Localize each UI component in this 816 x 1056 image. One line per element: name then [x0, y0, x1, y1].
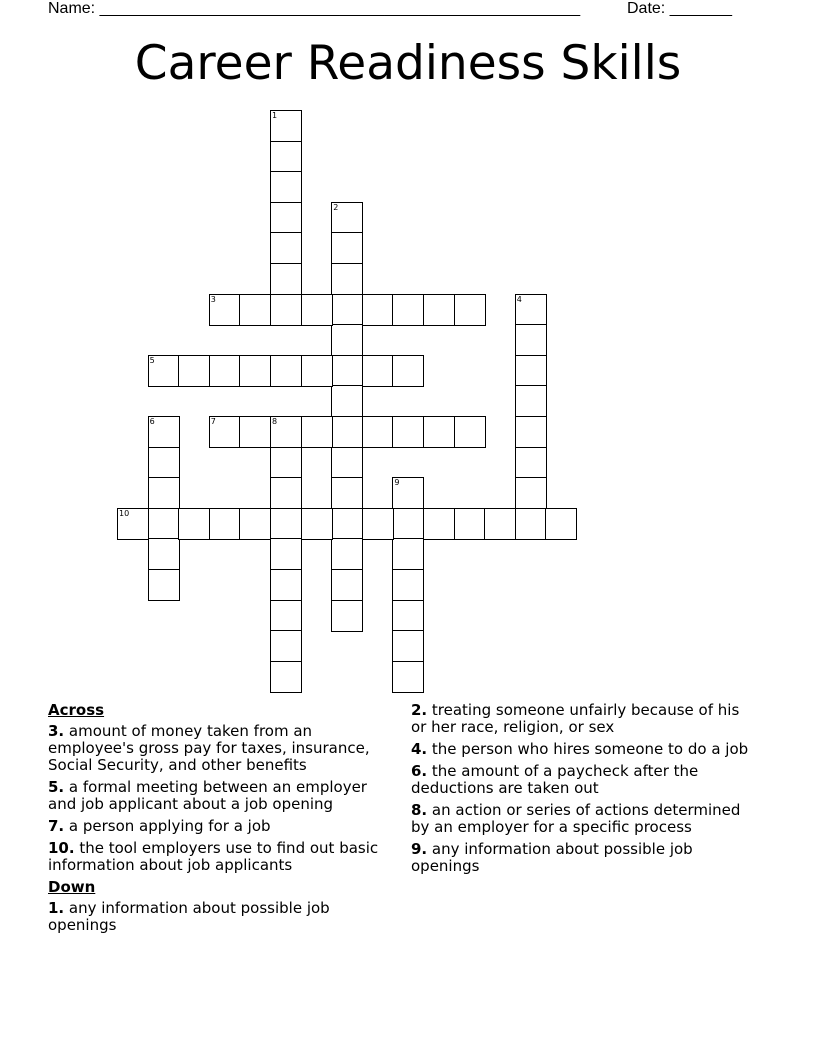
down-heading: Down — [48, 878, 96, 896]
clue-item — [411, 702, 751, 736]
clue-item-text: an action or series of actions determined by an employer for a specific process — [411, 801, 741, 836]
clue-item-number: 2. — [411, 701, 428, 719]
grid-cell[interactable] — [301, 294, 333, 326]
grid-cell[interactable] — [270, 416, 302, 448]
down-clue-list-continued — [411, 702, 751, 875]
grid-cell[interactable] — [270, 141, 302, 173]
clue-item — [411, 841, 751, 875]
clues-right-column — [411, 702, 751, 880]
clue-number: 7 — [210, 417, 216, 426]
grid-cell[interactable] — [515, 294, 547, 326]
grid-cell[interactable] — [331, 416, 363, 448]
clue-item-text: the person who hires someone to do a job — [427, 740, 749, 758]
grid-cell[interactable] — [392, 355, 424, 387]
clue-number: 6 — [149, 417, 155, 426]
grid-cell[interactable] — [148, 355, 180, 387]
clue-number: 9 — [394, 478, 400, 488]
grid-cell[interactable] — [270, 600, 302, 632]
clues-left-column — [48, 702, 398, 939]
grid-cell[interactable] — [362, 355, 394, 387]
across-heading: Across — [48, 701, 105, 719]
grid-cell[interactable] — [239, 355, 271, 387]
grid-cell[interactable] — [239, 508, 271, 540]
grid-cell[interactable] — [515, 385, 547, 417]
grid-cell[interactable] — [331, 508, 363, 540]
grid-cell[interactable] — [270, 263, 302, 295]
date-field-label: Date: _______ — [627, 0, 732, 17]
grid-cell[interactable] — [270, 661, 302, 693]
clue-number: 8 — [272, 417, 278, 426]
clue-item — [48, 900, 398, 934]
grid-cell[interactable] — [515, 324, 547, 356]
grid-cell[interactable] — [270, 538, 302, 570]
clue-item — [48, 818, 398, 835]
clue-item-number: 1. — [48, 899, 65, 917]
grid-cell[interactable] — [331, 447, 363, 479]
clue-item-number: 3. — [48, 722, 65, 740]
grid-cell[interactable] — [148, 569, 180, 601]
name-field-label: Name: ______________________________________________________ — [48, 0, 581, 17]
grid-cell[interactable] — [331, 324, 363, 356]
grid-cell[interactable] — [148, 447, 180, 479]
clue-number: 5 — [149, 355, 155, 365]
grid-cell[interactable] — [270, 569, 302, 601]
clue-item — [411, 763, 751, 797]
grid-cell[interactable] — [178, 508, 210, 540]
grid-cell[interactable] — [515, 508, 547, 540]
grid-cell[interactable] — [423, 294, 455, 326]
clue-item-text: any information about possible job openings — [48, 899, 330, 934]
grid-cell[interactable] — [270, 630, 302, 662]
grid-cell[interactable] — [148, 477, 180, 509]
grid-cell[interactable] — [545, 508, 577, 540]
clue-item-text: the tool employers use to find out basic information about job applicants — [48, 839, 379, 874]
grid-cell[interactable] — [331, 263, 363, 295]
grid-cell[interactable] — [270, 171, 302, 203]
grid-cell[interactable] — [362, 416, 394, 448]
grid-cell[interactable] — [270, 447, 302, 479]
clue-item — [48, 779, 398, 813]
grid-cell[interactable] — [331, 477, 363, 509]
clue-item-text: amount of money taken from an employee's gross pay for taxes, insurance, Social Security, and other benefits — [48, 722, 370, 774]
clue-item-number: 9. — [411, 840, 428, 858]
grid-cell[interactable] — [239, 416, 271, 448]
grid-cell[interactable] — [392, 600, 424, 632]
grid-cell[interactable] — [270, 232, 302, 264]
grid-cell[interactable] — [515, 477, 547, 509]
down-clue-list — [48, 900, 398, 934]
grid-cell[interactable] — [178, 355, 210, 387]
grid-cell[interactable] — [423, 416, 455, 448]
page-title: Career Readiness Skills — [134, 36, 682, 91]
clue-number: 2 — [333, 202, 339, 212]
grid-cell[interactable] — [454, 508, 486, 540]
grid-cell[interactable] — [301, 508, 333, 540]
grid-cell[interactable] — [209, 508, 241, 540]
clue-item-text: any information about possible job openings — [411, 840, 693, 875]
clue-item — [411, 741, 751, 758]
grid-cell[interactable] — [301, 355, 333, 387]
grid-cell[interactable] — [331, 600, 363, 632]
clue-number: 4 — [516, 294, 522, 304]
grid-cell[interactable] — [239, 294, 271, 326]
grid-cell[interactable] — [270, 477, 302, 509]
grid-cell[interactable] — [270, 508, 302, 540]
grid-cell[interactable] — [392, 630, 424, 662]
across-clue-list — [48, 723, 398, 874]
grid-cell[interactable] — [392, 538, 424, 570]
grid-cell[interactable] — [331, 202, 363, 234]
grid-cell[interactable] — [148, 416, 180, 448]
grid-cell[interactable] — [454, 294, 486, 326]
clue-item-number: 6. — [411, 762, 428, 780]
grid-cell[interactable] — [331, 538, 363, 570]
clue-item-text: a formal meeting between an employer and job applicant about a job opening — [48, 778, 367, 813]
grid-cell[interactable] — [209, 416, 241, 448]
clue-item-number: 5. — [48, 778, 65, 796]
grid-cell[interactable] — [362, 294, 394, 326]
grid-cell[interactable] — [209, 294, 241, 326]
grid-cell[interactable] — [148, 538, 180, 570]
grid-cell[interactable] — [209, 355, 241, 387]
grid-cell[interactable] — [392, 569, 424, 601]
clue-item-number: 4. — [411, 740, 428, 758]
clue-item-text: the amount of a paycheck after the deductions are taken out — [411, 762, 699, 797]
grid-cell[interactable] — [484, 508, 516, 540]
clue-item-text: a person applying for a job — [64, 817, 271, 835]
clue-item — [48, 723, 398, 774]
clue-number: 10 — [119, 508, 130, 518]
grid-cell[interactable] — [454, 416, 486, 448]
grid-cell[interactable] — [331, 569, 363, 601]
grid-cell[interactable] — [148, 508, 180, 540]
clue-item-text: treating someone unfairly because of his or her race, religion, or sex — [411, 701, 740, 736]
grid-cell[interactable] — [301, 416, 333, 448]
grid-cell[interactable] — [331, 355, 363, 387]
grid-cell[interactable] — [392, 477, 424, 509]
clue-item — [48, 840, 398, 874]
grid-cell[interactable] — [392, 416, 424, 448]
grid-cell[interactable] — [270, 294, 302, 326]
grid-cell[interactable] — [331, 232, 363, 264]
grid-cell[interactable] — [392, 294, 424, 326]
grid-cell[interactable] — [117, 508, 149, 540]
grid-cell[interactable] — [515, 355, 547, 387]
clue-item-number: 7. — [48, 817, 65, 835]
clue-number: 3 — [210, 294, 216, 304]
clue-item-number: 8. — [411, 801, 428, 819]
grid-cell[interactable] — [515, 447, 547, 479]
grid-cell[interactable] — [270, 355, 302, 387]
clue-item-number: 10. — [48, 839, 75, 857]
grid-cell[interactable] — [362, 508, 394, 540]
grid-cell[interactable] — [331, 294, 363, 326]
clue-number: 1 — [272, 111, 278, 120]
grid-cell[interactable] — [270, 110, 302, 142]
grid-cell[interactable] — [392, 508, 424, 540]
grid-cell[interactable] — [270, 202, 302, 234]
clue-item — [411, 802, 751, 836]
grid-cell[interactable] — [515, 416, 547, 448]
grid-cell[interactable] — [423, 508, 455, 540]
grid-cell[interactable] — [331, 385, 363, 417]
grid-cell[interactable] — [392, 661, 424, 693]
